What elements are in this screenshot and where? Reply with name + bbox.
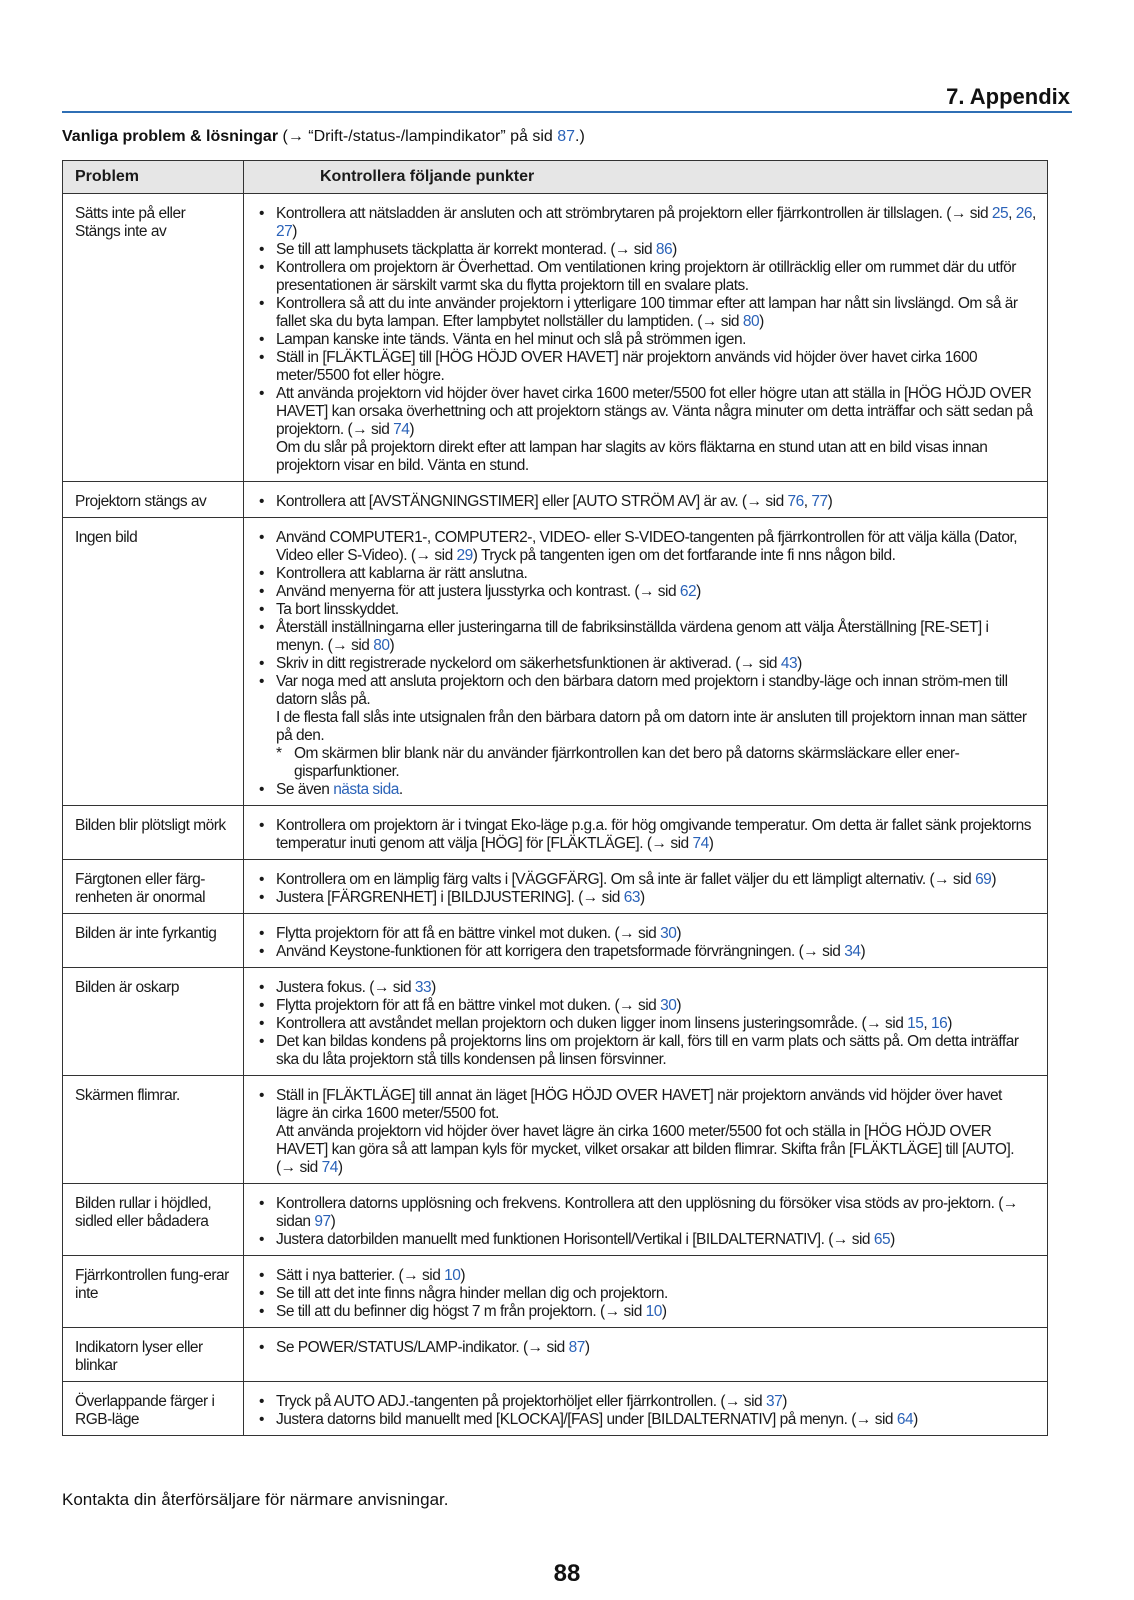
- separator: ,: [1032, 205, 1036, 222]
- solution-list: [256, 871, 1037, 907]
- column-header-problem: Problem: [63, 161, 244, 194]
- solutions-cell: [244, 860, 1048, 914]
- solution-text: Skriv in ditt registrerade nyckelord om säkerhetsfunktionen är aktiverad. (→ sid: [276, 655, 781, 672]
- solution-text-end: ): [860, 943, 866, 960]
- problem-cell: Sätts inte på eller Stängs inte av: [63, 194, 244, 482]
- table-row: [63, 194, 1048, 482]
- solution-text: Ställ in [FLÄKTLÄGE] till annat än läget [HÖG HÖJD OVER HAVET] när projektorn används vid höjder över havet lägre än cirka 1600 meter/5500 fot.: [276, 1087, 1002, 1122]
- page-link[interactable]: 10: [444, 1267, 461, 1284]
- solution-item: [256, 673, 1037, 781]
- solution-text: Det kan bildas kondens på projektorns lins om projektorn är kall, förs till en varm plats och sätts på. Om detta inträffar ska du låta projektorn stå tills kondensen på linsen försvinner.: [276, 1033, 1019, 1068]
- solution-text: Att använda projektorn vid höjder över havet lägre än cirka 1600 meter/5500 fot och ställa in [HÖG HÖJD OVER HAVET] kan göra så att lampan kyls för mycket, vilket orsakar att bilden flimrar. Skifta från [FLÄKTLÄGE] till [AUTO]. (→ sid: [276, 1123, 1015, 1176]
- solution-text-end: ): [292, 223, 297, 240]
- solution-text-end: ): [409, 421, 415, 438]
- page-link[interactable]: 65: [873, 1231, 891, 1248]
- solution-item: [256, 1195, 1037, 1231]
- solution-text: Ställ in [FLÄKTLÄGE] till [HÖG HÖJD OVER HAVET] när projektorn används vid höjder över havet cirka 1600 meter/5500 fot eller högre.: [276, 349, 978, 384]
- solution-item: [256, 493, 1037, 511]
- header-rule: [62, 111, 1072, 113]
- asterisk-marker: *: [276, 745, 282, 762]
- solution-text: Se till att lamphusets täckplatta är korrekt monterad. (→ sid: [276, 241, 656, 258]
- solution-item: [256, 1393, 1037, 1411]
- page-link[interactable]: 10: [645, 1303, 662, 1320]
- solution-item: [256, 1015, 1037, 1033]
- page-link[interactable]: 80: [742, 313, 760, 330]
- table-row: [63, 806, 1048, 860]
- solutions-cell: [244, 914, 1048, 968]
- table-row: [63, 1256, 1048, 1328]
- solution-text-end: ): [708, 835, 714, 852]
- solution-text-end: ): [676, 997, 682, 1014]
- footer-note: Kontakta din återförsäljare för närmare anvisningar.: [62, 1490, 449, 1509]
- page-link[interactable]: 30: [660, 997, 677, 1014]
- solution-list: [256, 493, 1037, 511]
- solution-item: [256, 1339, 1037, 1357]
- solution-item: [256, 1411, 1037, 1429]
- page-number: 88: [553, 1560, 581, 1587]
- page-link[interactable]: 62: [679, 583, 697, 600]
- solution-item: [256, 655, 1037, 673]
- solution-list: [256, 817, 1037, 853]
- caption-reference: (→ “Drift-/status-/lampindikator” på sid: [278, 128, 558, 145]
- solution-item: [256, 997, 1037, 1015]
- page-link[interactable]: 77: [811, 493, 828, 510]
- table-row: [63, 860, 1048, 914]
- solution-text: Använd menyerna för att justera ljusstyrka och kontrast. (→ sid: [276, 583, 680, 600]
- solution-text: Kontrollera datorns upplösning och frekvens. Kontrollera att den upplösning du försöker visa stöds av pro-jektorn. (→ sidan: [276, 1195, 1018, 1230]
- solution-item: [256, 259, 1037, 295]
- table-caption: [62, 128, 585, 146]
- page-link[interactable]: 30: [660, 925, 677, 942]
- solution-text-end: ): [639, 889, 645, 906]
- note-text: Om skärmen blir blank när du använder fjärrkontrollen kan det bero på datorns skärmsläckare eller ener-gisparfunktioner.: [294, 745, 960, 780]
- problem-cell: Bilden blir plötsligt mörk: [63, 806, 244, 860]
- solution-text: Flytta projektorn för att få en bättre vinkel mot duken. (→ sid: [276, 925, 661, 942]
- solution-text-end: ): [460, 1267, 466, 1284]
- page-link[interactable]: 64: [896, 1411, 914, 1428]
- solution-text-end: ): [431, 979, 436, 996]
- solution-text: Återställ inställningarna eller justeringarna till de fabriksinställda värdena genom att välja Återställning [RE-SET] i menyn. (→ sid: [276, 619, 989, 654]
- problem-cell: Skärmen flimrar.: [63, 1076, 244, 1184]
- page-link[interactable]: 25: [991, 205, 1009, 222]
- table-row: [63, 1076, 1048, 1184]
- solutions-cell: [244, 806, 1048, 860]
- solution-item: [256, 205, 1037, 241]
- solution-text: Kontrollera att nätsladden är ansluten och att strömbrytaren på projektorn eller fjärrkontrollen är tillslagen. (→ sid: [276, 205, 992, 222]
- table-row: [63, 968, 1048, 1076]
- solutions-cell: [244, 1382, 1048, 1436]
- solution-list: [256, 1339, 1037, 1357]
- page-link[interactable]: 74: [393, 421, 410, 438]
- table-row: [63, 518, 1048, 806]
- table-row: [63, 1382, 1048, 1436]
- problem-cell: Indikatorn lyser eller blinkar: [63, 1328, 244, 1382]
- problem-cell: Bilden är inte fyrkantig: [63, 914, 244, 968]
- solution-text-end: ): [890, 1231, 895, 1248]
- solution-text: Se POWER/STATUS/LAMP-indikator. (→ sid: [276, 1339, 569, 1356]
- solution-text: Se även: [276, 781, 334, 798]
- solution-text-end: ): [672, 241, 677, 258]
- solution-item: [256, 979, 1037, 997]
- solution-item: [256, 619, 1037, 655]
- table-row: [63, 914, 1048, 968]
- solutions-cell: [244, 194, 1048, 482]
- solution-text: Justera datorbilden manuellt med funktionen Horisontell/Vertikal i [BILDALTERNATIV]. (→ sid: [276, 1231, 874, 1248]
- table-row: [63, 482, 1048, 518]
- page-link[interactable]: 86: [655, 241, 673, 258]
- solution-item: [256, 331, 1037, 349]
- solution-text-end: ): [696, 583, 701, 600]
- solutions-cell: [244, 482, 1048, 518]
- solution-continuation: [276, 1123, 1037, 1177]
- solution-item: [256, 385, 1037, 475]
- solution-item: [256, 781, 1037, 799]
- solution-text: Justera datorns bild manuellt med [KLOCKA]/[FAS] under [BILDALTERNATIV] på menyn. (→ sid: [276, 1411, 897, 1428]
- solutions-cell: [244, 1076, 1048, 1184]
- solution-item: [256, 1033, 1037, 1069]
- solution-list: [256, 1195, 1037, 1249]
- page-link[interactable]: 26: [1015, 205, 1033, 222]
- solution-text: Att använda projektorn vid höjder över havet cirka 1600 meter/5500 fot eller högre utan att ställa in [HÖG HÖJD OVER HAVET] kan orsaka överhettning och att projektorn stängs av. Vänta några minuter om detta inträffar och sätt sedan på projektorn. (→ sid: [276, 385, 1033, 438]
- solution-item: [256, 1303, 1037, 1321]
- solution-item: [256, 601, 1037, 619]
- page-link[interactable]: 29: [456, 547, 473, 564]
- separator: ,: [803, 493, 812, 510]
- page-link[interactable]: nästa sida: [333, 781, 399, 798]
- solutions-cell: [244, 1328, 1048, 1382]
- page-link[interactable]: 43: [780, 655, 798, 672]
- solution-text: Var noga med att ansluta projektorn och den bärbara datorn med projektorn i standby-läge och innan ström-men till datorn slås på.: [276, 673, 1008, 708]
- solution-text: Flytta projektorn för att få en bättre vinkel mot duken. (→ sid: [276, 997, 661, 1014]
- solution-item: [256, 529, 1037, 565]
- solution-list: [256, 1087, 1037, 1177]
- solution-list: [256, 979, 1037, 1069]
- solution-text-end: ): [759, 313, 764, 330]
- solution-text-end: ) Tryck på tangenten igen om det fortfarande inte fi nns någon bild.: [472, 547, 896, 564]
- solution-text-end: ): [676, 925, 682, 942]
- solution-list: [256, 529, 1037, 799]
- solution-text-end: ): [661, 1303, 667, 1320]
- problem-cell: Överlappande färger i RGB-läge: [63, 1382, 244, 1436]
- solution-item: [256, 925, 1037, 943]
- solution-list: [256, 1393, 1037, 1429]
- solution-item: [256, 349, 1037, 385]
- problem-cell: Färgtonen eller färg-renheten är onormal: [63, 860, 244, 914]
- solution-text: Kontrollera att [AVSTÄNGNINGSTIMER] eller [AUTO STRÖM AV] är av. (→ sid: [276, 493, 788, 510]
- solution-text: Kontrollera så att du inte använder projektorn i ytterligare 100 timmar efter att lampan har nått sin livslängd. Om så är fallet ska du byta lampan. Efter lampbytet nollställer du lamptiden. (→ sid: [276, 295, 1018, 330]
- problem-cell: Fjärrkontrollen fung-erar inte: [63, 1256, 244, 1328]
- separator: ,: [1008, 205, 1016, 222]
- page-link[interactable]: 16: [931, 1015, 948, 1032]
- page-link[interactable]: 74: [321, 1159, 338, 1176]
- page-link[interactable]: 80: [373, 637, 390, 654]
- solution-item: [256, 1285, 1037, 1303]
- troubleshooting-table: [62, 160, 1048, 1436]
- solution-text-end: ): [991, 871, 996, 888]
- solution-text: Tryck på AUTO ADJ.-tangenten på projektorhöljet eller fjärrkontrollen. (→ sid: [276, 1393, 766, 1410]
- solution-item: [256, 889, 1037, 907]
- solution-text: Lampan kanske inte tänds. Vänta en hel minut och slå på strömmen igen.: [276, 331, 746, 348]
- solutions-cell: [244, 1256, 1048, 1328]
- solution-text: Använd Keystone-funktionen för att korrigera den trapetsformade förvrängningen. (→ sid: [276, 943, 845, 960]
- solution-item: [256, 871, 1037, 889]
- solution-text: Se till att det inte finns några hinder mellan dig och projektorn.: [276, 1285, 668, 1302]
- page-link[interactable]: 33: [414, 979, 432, 996]
- solution-text: Kontrollera om projektorn är Överhettad. Om ventilationen kring projektorn är otillräcklig eller om rummet där du utför presentationen är särskilt varmt ska du flytta projektorn till en svalare plats.: [276, 259, 1016, 294]
- solution-text: Ta bort linsskyddet.: [276, 601, 399, 618]
- caption-title: Vanliga problem & lösningar: [62, 128, 279, 145]
- solution-text: Använd COMPUTER1-, COMPUTER2-, VIDEO- eller S-VIDEO-tangenten på fjärrkontrollen för att välja källa (Dator, Video eller S-Video). (→ sid: [276, 529, 1018, 564]
- problem-cell: Projektorn stängs av: [63, 482, 244, 518]
- page-link[interactable]: 37: [765, 1393, 783, 1410]
- solution-text: Sätt i nya batterier. (→ sid: [276, 1267, 445, 1284]
- solution-text-end: ): [913, 1411, 918, 1428]
- solution-item: [256, 1087, 1037, 1177]
- problem-cell: Bilden är oskarp: [63, 968, 244, 1076]
- solution-text: Justera [FÄRGRENHET] i [BILDJUSTERING]. (→ sid: [276, 889, 624, 906]
- page-link[interactable]: 76: [787, 493, 804, 510]
- solution-text-end: ): [782, 1393, 787, 1410]
- solution-text-end: ): [827, 493, 833, 510]
- section-title: 7. Appendix: [946, 84, 1070, 109]
- solution-item: [256, 565, 1037, 583]
- caption-page-link[interactable]: 87: [557, 128, 576, 145]
- problem-cell: Bilden rullar i höjdled, sidled eller bådadera: [63, 1184, 244, 1256]
- caption-end: .): [575, 128, 585, 145]
- solution-text: Se till att du befinner dig högst 7 m från projektorn. (→ sid: [276, 1303, 646, 1320]
- table-body: [63, 194, 1048, 1436]
- separator: ,: [923, 1015, 931, 1032]
- solutions-cell: [244, 518, 1048, 806]
- solution-text: Justera fokus. (→ sid: [276, 979, 415, 996]
- solution-text: Kontrollera om en lämplig färg valts i [VÄGGFÄRG]. Om så inte är fallet väljer du ett lämpligt alternativ. (→ sid: [276, 871, 976, 888]
- solution-text-end: ): [337, 1159, 343, 1176]
- solution-item: [256, 943, 1037, 961]
- solution-item: [256, 1267, 1037, 1285]
- page-link[interactable]: 74: [692, 835, 709, 852]
- problem-cell: Ingen bild: [63, 518, 244, 806]
- solution-text: Kontrollera att kablarna är rätt anslutna.: [276, 565, 528, 582]
- table-header-row: [63, 161, 1048, 194]
- solution-continuation: Om du slår på projektorn direkt efter att lampan har slagits av körs fläktarna en stund utan att en bild visas innan projektorn visar en bild. Vänta en stund.: [276, 439, 988, 474]
- table-row: [63, 1328, 1048, 1382]
- page-link[interactable]: 97: [314, 1213, 331, 1230]
- solution-item: [256, 1231, 1037, 1249]
- page-link[interactable]: 15: [907, 1015, 924, 1032]
- solution-list: [256, 925, 1037, 961]
- solutions-cell: [244, 1184, 1048, 1256]
- solution-text-end: ): [947, 1015, 952, 1032]
- solution-list: [256, 205, 1037, 475]
- page-link[interactable]: 27: [276, 223, 293, 240]
- solution-item: [256, 295, 1037, 331]
- page-link[interactable]: 69: [975, 871, 992, 888]
- solution-text-end: .: [398, 781, 403, 798]
- solution-text-end: ): [584, 1339, 590, 1356]
- solution-text: Kontrollera att avståndet mellan projektorn och duken ligger inom linsens justeringsområde. (→ sid: [276, 1015, 908, 1032]
- solutions-cell: [244, 968, 1048, 1076]
- solution-text-end: ): [797, 655, 802, 672]
- solution-text-end: ): [389, 637, 395, 654]
- solution-text-end: ): [330, 1213, 336, 1230]
- page-link[interactable]: 34: [844, 943, 861, 960]
- table-row: [63, 1184, 1048, 1256]
- solution-item: [256, 817, 1037, 853]
- page-link[interactable]: 63: [623, 889, 640, 906]
- solution-continuation: I de flesta fall slås inte utsignalen från den bärbara datorn på om datorn inte är ansluten till projektorn innan man sätter på den.: [276, 709, 1027, 744]
- solution-list: [256, 1267, 1037, 1321]
- solution-text: Kontrollera om projektorn är i tvingat Eko-läge p.g.a. för hög omgivande temperatur. Om detta är fallet sänk projektorns temperatur inuti genom att välja [HÖG] för [FLÄKTLÄGE]. (→ sid: [276, 817, 1032, 852]
- page-link[interactable]: 87: [568, 1339, 585, 1356]
- solution-item: [256, 583, 1037, 601]
- solution-note: [276, 745, 1037, 781]
- column-header-check: Kontrollera följande punkter: [244, 161, 1048, 194]
- solution-item: [256, 241, 1037, 259]
